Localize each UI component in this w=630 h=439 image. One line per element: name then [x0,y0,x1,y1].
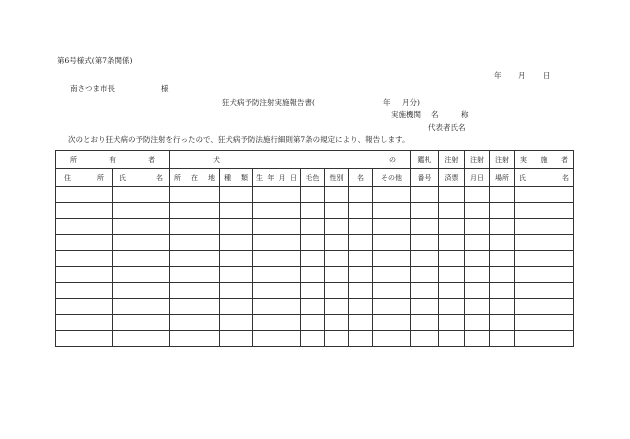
table-cell[interactable] [490,331,515,347]
table-cell[interactable] [220,187,253,203]
table-cell[interactable] [170,267,220,283]
table-cell[interactable] [515,331,574,347]
table-cell[interactable] [465,299,490,315]
table-cell[interactable] [170,203,220,219]
table-cell[interactable] [325,299,349,315]
table-cell[interactable] [349,203,373,219]
table-cell[interactable] [411,331,439,347]
table-cell[interactable] [325,203,349,219]
table-row [56,235,574,251]
report-table [55,150,574,347]
table-cell[interactable] [373,251,411,267]
table-cell[interactable] [325,315,349,331]
table-row [56,299,574,315]
table-cell[interactable] [515,267,574,283]
reporter-org-label [391,110,469,119]
inj1-header: 注射 [439,151,465,169]
table-body [56,187,574,347]
table-cell[interactable] [349,251,373,267]
table-cell[interactable] [411,203,439,219]
table-cell[interactable] [349,219,373,235]
table-cell[interactable] [515,203,574,219]
table-cell[interactable] [301,283,325,299]
reporter-rep-label: 代表者氏名 [428,123,466,132]
table-cell[interactable] [301,187,325,203]
tag-no-header: 番号 [411,169,439,187]
table-cell[interactable] [373,331,411,347]
table-cell[interactable] [515,251,574,267]
table-cell[interactable] [465,235,490,251]
table-cell[interactable] [301,251,325,267]
table-cell[interactable] [56,219,113,235]
table-cell[interactable] [515,187,574,203]
table-cell[interactable] [253,331,301,347]
table-cell[interactable] [253,267,301,283]
body-text: 次のとおり狂犬病の予防注射を行ったので、狂犬病予防法施行細則第7条の規定により、報告します。 [68,135,410,144]
table-cell[interactable] [411,251,439,267]
table-cell[interactable] [490,187,515,203]
dog-header: 犬 の [170,151,411,169]
table-row [56,267,574,283]
table-cell[interactable] [170,331,220,347]
table-cell[interactable] [220,267,253,283]
table-cell[interactable] [439,235,465,251]
table-cell[interactable] [349,267,373,283]
table-cell[interactable] [56,283,113,299]
table-cell[interactable] [325,331,349,347]
table-cell[interactable] [220,283,253,299]
birth-header: 生 年 月 日 [253,169,301,187]
table-cell[interactable] [373,187,411,203]
org-label-2: 名 [431,110,439,119]
table-cell[interactable] [220,219,253,235]
table-cell[interactable] [490,283,515,299]
table-cell[interactable] [253,251,301,267]
table-cell[interactable] [325,187,349,203]
report-title-month: 月分) [402,98,420,107]
table-cell[interactable] [56,299,113,315]
table-cell[interactable] [253,299,301,315]
table-cell[interactable] [515,315,574,331]
table-cell[interactable] [113,235,170,251]
table-cell[interactable] [465,187,490,203]
color-header: 毛色 [301,169,325,187]
addressee-honorific: 様 [161,84,169,93]
table-cell[interactable] [515,283,574,299]
table-cell[interactable] [465,219,490,235]
table-cell[interactable] [170,235,220,251]
table-cell[interactable] [325,283,349,299]
org-label-3: 称 [461,110,469,119]
table-cell[interactable] [439,315,465,331]
addressee-name: 南さつま市長 [70,84,115,93]
table-cell[interactable] [56,203,113,219]
table-row [56,203,574,219]
date-year: 年 [494,71,502,80]
table-cell[interactable] [301,299,325,315]
org-label-1: 実施機関 [391,110,421,119]
inj3-header: 注射 [490,151,515,169]
table-cell[interactable] [220,203,253,219]
table-cell[interactable] [113,331,170,347]
table-cell[interactable] [411,219,439,235]
table-cell[interactable] [439,203,465,219]
table-cell[interactable] [515,219,574,235]
inj-place-header: 場所 [490,169,515,187]
table-cell[interactable] [113,203,170,219]
report-title-main: 狂犬病予防注射実施報告書( [222,98,315,107]
table-cell[interactable] [113,315,170,331]
sub-header-row [56,169,574,187]
table-cell[interactable] [465,251,490,267]
owner-name-header: 氏 名 [113,169,170,187]
table-cell[interactable] [325,235,349,251]
table-cell[interactable] [349,315,373,331]
owner-header: 所 有 者 [56,151,170,169]
table-row [56,315,574,331]
table-cell[interactable] [220,235,253,251]
table-cell[interactable] [253,187,301,203]
inj-date-header: 月日 [465,169,490,187]
table-cell[interactable] [301,235,325,251]
table-cell[interactable] [301,331,325,347]
table-cell[interactable] [439,219,465,235]
table-cell[interactable] [301,219,325,235]
table-cell[interactable] [411,187,439,203]
table-cell[interactable] [490,299,515,315]
table-cell[interactable] [411,235,439,251]
table-cell[interactable] [113,299,170,315]
table-cell[interactable] [301,203,325,219]
table-cell[interactable] [465,331,490,347]
table-cell[interactable] [301,315,325,331]
table-cell[interactable] [373,235,411,251]
table-cell[interactable] [113,187,170,203]
tag-status-header: 済票 [439,169,465,187]
table-cell[interactable] [490,219,515,235]
table-cell[interactable] [439,331,465,347]
table-cell[interactable] [253,203,301,219]
table-cell[interactable] [170,251,220,267]
date-month: 月 [518,71,526,80]
table-cell[interactable] [373,267,411,283]
table-row [56,187,574,203]
table-cell[interactable] [220,299,253,315]
table-cell[interactable] [373,219,411,235]
table-cell[interactable] [113,251,170,267]
table-cell[interactable] [220,331,253,347]
table-cell[interactable] [301,267,325,283]
table-cell[interactable] [349,331,373,347]
table-cell[interactable] [411,299,439,315]
practitioner-header: 実 施 者 [515,151,574,169]
table-cell[interactable] [490,203,515,219]
table-cell[interactable] [56,331,113,347]
prac-name-header: 氏 名 [515,169,574,187]
table-cell[interactable] [373,203,411,219]
table-cell[interactable] [56,315,113,331]
table-cell[interactable] [56,235,113,251]
sex-header: 性別 [325,169,349,187]
inj2-header: 注射 [465,151,490,169]
address-header: 住 所 [56,169,113,187]
table-cell[interactable] [515,235,574,251]
table-cell[interactable] [515,299,574,315]
table-cell[interactable] [113,283,170,299]
table-cell[interactable] [490,251,515,267]
table-cell[interactable] [349,299,373,315]
table-cell[interactable] [220,251,253,267]
table-cell[interactable] [170,283,220,299]
table-cell[interactable] [465,315,490,331]
table-cell[interactable] [170,315,220,331]
table-cell[interactable] [56,267,113,283]
table-cell[interactable] [325,267,349,283]
table-cell[interactable] [113,267,170,283]
table-cell[interactable] [465,267,490,283]
table-cell[interactable] [439,251,465,267]
report-title-year: 年 [383,98,391,107]
table-cell[interactable] [253,315,301,331]
table-row [56,283,574,299]
table-cell[interactable] [439,299,465,315]
table-cell[interactable] [253,219,301,235]
table-cell[interactable] [220,315,253,331]
table-cell[interactable] [170,187,220,203]
table-cell[interactable] [411,267,439,283]
dog-name-header: 名 [349,169,373,187]
table-cell[interactable] [253,283,301,299]
table-cell[interactable] [170,219,220,235]
table-cell[interactable] [439,267,465,283]
table-cell[interactable] [349,235,373,251]
table-cell[interactable] [325,251,349,267]
table-cell[interactable] [373,283,411,299]
table-cell[interactable] [113,219,170,235]
table-row [56,331,574,347]
table-cell[interactable] [490,235,515,251]
other-header: その他 [373,169,411,187]
table-cell[interactable] [490,315,515,331]
table-cell[interactable] [465,283,490,299]
table-cell[interactable] [170,299,220,315]
table-row [56,219,574,235]
group-header-row [56,151,574,169]
table-cell[interactable] [411,283,439,299]
breed-header: 種 類 [220,169,253,187]
table-cell[interactable] [373,315,411,331]
table-cell[interactable] [411,315,439,331]
table-row [56,251,574,267]
location-header: 所 在 地 [170,169,220,187]
table-cell[interactable] [56,187,113,203]
table-cell[interactable] [56,251,113,267]
report-title [222,98,420,107]
date-day: 日 [543,71,551,80]
table-cell[interactable] [349,283,373,299]
table-cell[interactable] [439,187,465,203]
form-number: 第6号様式(第7条関係) [57,56,133,65]
table-cell[interactable] [490,267,515,283]
table-cell[interactable] [439,283,465,299]
table-cell[interactable] [373,299,411,315]
table-cell[interactable] [325,219,349,235]
table-cell[interactable] [349,187,373,203]
table-cell[interactable] [465,203,490,219]
table-cell[interactable] [253,235,301,251]
tag-header: 鑑札 [411,151,439,169]
